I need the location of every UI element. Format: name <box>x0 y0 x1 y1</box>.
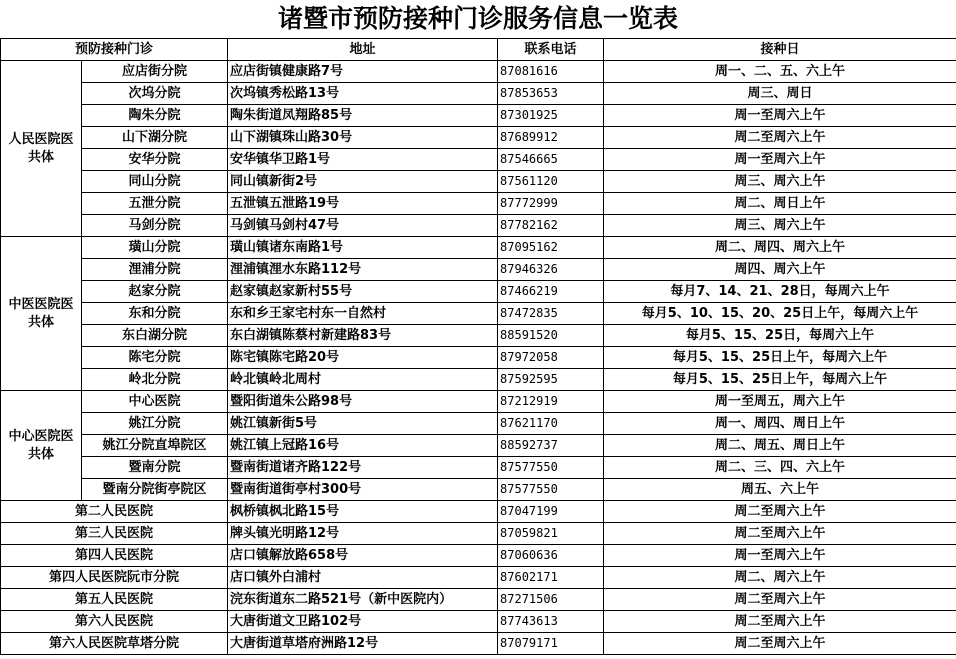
address-cell: 姚江镇新街5号 <box>228 413 498 435</box>
phone-cell: 87047199 <box>498 501 604 523</box>
address-cell: 大唐街道文卫路102号 <box>228 611 498 633</box>
days-cell: 周五、六上午 <box>604 479 956 501</box>
clinic-name-cell: 马剑分院 <box>82 215 228 237</box>
header-address: 地址 <box>228 39 498 61</box>
clinic-name-cell: 同山分院 <box>82 171 228 193</box>
address-cell: 五泄镇五泄路19号 <box>228 193 498 215</box>
table-row <box>1 61 956 83</box>
table-row <box>1 611 956 633</box>
clinic-name-cell: 中心医院 <box>82 391 228 413</box>
clinic-name-cell: 岭北分院 <box>82 369 228 391</box>
clinic-name-cell: 姚江分院 <box>82 413 228 435</box>
clinic-name-cell: 第五人民医院 <box>1 589 228 611</box>
address-cell: 安华镇华卫路1号 <box>228 149 498 171</box>
days-cell: 周一至周六上午 <box>604 149 956 171</box>
clinic-name-cell: 东白湖分院 <box>82 325 228 347</box>
clinic-name-cell: 五泄分院 <box>82 193 228 215</box>
phone-cell: 87689912 <box>498 127 604 149</box>
clinic-name-cell: 安华分院 <box>82 149 228 171</box>
phone-cell: 88592737 <box>498 435 604 457</box>
table-row <box>1 83 956 105</box>
table-row <box>1 303 956 325</box>
table-row <box>1 479 956 501</box>
days-cell: 周二、周日上午 <box>604 193 956 215</box>
days-cell: 周二、周五、周日上午 <box>604 435 956 457</box>
days-cell: 周三、周日 <box>604 83 956 105</box>
days-cell: 周一至周六上午 <box>604 545 956 567</box>
address-cell: 牌头镇光明路12号 <box>228 523 498 545</box>
days-cell: 周一至周五，周六上午 <box>604 391 956 413</box>
table-row <box>1 369 956 391</box>
table-row <box>1 105 956 127</box>
table-row <box>1 237 956 259</box>
days-cell: 周二、三、四、六上午 <box>604 457 956 479</box>
clinic-name-cell: 第四人民医院 <box>1 545 228 567</box>
clinic-name-cell: 第二人民医院 <box>1 501 228 523</box>
table-row <box>1 545 956 567</box>
address-cell: 东白湖镇陈蔡村新建路83号 <box>228 325 498 347</box>
address-cell: 山下湖镇珠山路30号 <box>228 127 498 149</box>
table-row <box>1 193 956 215</box>
phone-cell: 87472835 <box>498 303 604 325</box>
clinic-name-cell: 次坞分院 <box>82 83 228 105</box>
address-cell: 浬浦镇浬水东路112号 <box>228 259 498 281</box>
phone-cell: 87271506 <box>498 589 604 611</box>
clinic-name-cell: 陶朱分院 <box>82 105 228 127</box>
clinic-name-cell: 璜山分院 <box>82 237 228 259</box>
table-row <box>1 259 956 281</box>
days-cell: 周二至周六上午 <box>604 127 956 149</box>
table-row <box>1 325 956 347</box>
address-cell: 马剑镇马剑村47号 <box>228 215 498 237</box>
table-body <box>1 61 956 655</box>
table-row <box>1 127 956 149</box>
phone-cell: 87577550 <box>498 457 604 479</box>
days-cell: 每月7、14、21、28日，每周六上午 <box>604 281 956 303</box>
address-cell: 次坞镇秀松路13号 <box>228 83 498 105</box>
phone-cell: 87212919 <box>498 391 604 413</box>
days-cell: 周二至周六上午 <box>604 589 956 611</box>
table-row <box>1 523 956 545</box>
phone-cell: 87060636 <box>498 545 604 567</box>
table-row <box>1 347 956 369</box>
clinic-name-cell: 姚江分院直埠院区 <box>82 435 228 457</box>
table-row <box>1 281 956 303</box>
clinic-name-cell: 第四人民医院阮市分院 <box>1 567 228 589</box>
clinic-name-cell: 第三人民医院 <box>1 523 228 545</box>
phone-cell: 87621170 <box>498 413 604 435</box>
table-row <box>1 501 956 523</box>
address-cell: 枫桥镇枫北路15号 <box>228 501 498 523</box>
address-cell: 暨阳街道朱公路98号 <box>228 391 498 413</box>
header-days: 接种日 <box>604 39 956 61</box>
address-cell: 店口镇外白浦村 <box>228 567 498 589</box>
table-header-row <box>1 39 956 61</box>
days-cell: 周一至周六上午 <box>604 105 956 127</box>
days-cell: 每月5、15、25日，每周六上午 <box>604 325 956 347</box>
table-row <box>1 633 956 655</box>
table-row <box>1 149 956 171</box>
address-cell: 暨南街道诸齐路122号 <box>228 457 498 479</box>
days-cell: 周二至周六上午 <box>604 523 956 545</box>
address-cell: 陶朱街道凤翔路85号 <box>228 105 498 127</box>
address-cell: 璜山镇诸东南路1号 <box>228 237 498 259</box>
clinic-name-cell: 赵家分院 <box>82 281 228 303</box>
phone-cell: 87546665 <box>498 149 604 171</box>
phone-cell: 87561120 <box>498 171 604 193</box>
phone-cell: 87782162 <box>498 215 604 237</box>
address-cell: 岭北镇岭北周村 <box>228 369 498 391</box>
table-row <box>1 435 956 457</box>
table-row <box>1 567 956 589</box>
days-cell: 周二至周六上午 <box>604 633 956 655</box>
days-cell: 周一、二、五、六上午 <box>604 61 956 83</box>
address-cell: 大唐街道草塔府洲路12号 <box>228 633 498 655</box>
address-cell: 店口镇解放路658号 <box>228 545 498 567</box>
address-cell: 东和乡王家宅村东一自然村 <box>228 303 498 325</box>
address-cell: 同山镇新街2号 <box>228 171 498 193</box>
group-name-cell: 人民医院医共体 <box>1 61 82 237</box>
phone-cell: 87577550 <box>498 479 604 501</box>
header-phone: 联系电话 <box>498 39 604 61</box>
clinic-name-cell: 浬浦分院 <box>82 259 228 281</box>
group-name-cell: 中心医院医共体 <box>1 391 82 501</box>
clinic-name-cell: 暨南分院 <box>82 457 228 479</box>
phone-cell: 87946326 <box>498 259 604 281</box>
address-cell: 应店街镇健康路7号 <box>228 61 498 83</box>
address-cell: 陈宅镇陈宅路20号 <box>228 347 498 369</box>
phone-cell: 87095162 <box>498 237 604 259</box>
table-row <box>1 391 956 413</box>
phone-cell: 87301925 <box>498 105 604 127</box>
phone-cell: 87853653 <box>498 83 604 105</box>
phone-cell: 87592595 <box>498 369 604 391</box>
header-clinic: 预防接种门诊 <box>1 39 228 61</box>
group-name-cell: 中医医院医共体 <box>1 237 82 391</box>
clinic-name-cell: 第六人民医院 <box>1 611 228 633</box>
clinic-name-cell: 应店街分院 <box>82 61 228 83</box>
days-cell: 周三、周六上午 <box>604 171 956 193</box>
phone-cell: 87972058 <box>498 347 604 369</box>
days-cell: 每月5、15、25日上午，每周六上午 <box>604 347 956 369</box>
clinic-table <box>0 38 956 655</box>
clinic-name-cell: 暨南分院街亭院区 <box>82 479 228 501</box>
table-row <box>1 589 956 611</box>
table-row <box>1 413 956 435</box>
clinic-name-cell: 陈宅分院 <box>82 347 228 369</box>
table-row <box>1 171 956 193</box>
phone-cell: 87059821 <box>498 523 604 545</box>
phone-cell: 87743613 <box>498 611 604 633</box>
days-cell: 每月5、10、15、20、25日上午，每周六上午 <box>604 303 956 325</box>
phone-cell: 87081616 <box>498 61 604 83</box>
days-cell: 周三、周六上午 <box>604 215 956 237</box>
clinic-name-cell: 东和分院 <box>82 303 228 325</box>
phone-cell: 87772999 <box>498 193 604 215</box>
days-cell: 周二至周六上午 <box>604 611 956 633</box>
phone-cell: 88591520 <box>498 325 604 347</box>
address-cell: 暨南街道街亭村300号 <box>228 479 498 501</box>
address-cell: 姚江镇上冠路16号 <box>228 435 498 457</box>
days-cell: 每月5、15、25日上午，每周六上午 <box>604 369 956 391</box>
clinic-name-cell: 第六人民医院草塔分院 <box>1 633 228 655</box>
days-cell: 周二、周六上午 <box>604 567 956 589</box>
clinic-name-cell: 山下湖分院 <box>82 127 228 149</box>
page-title: 诸暨市预防接种门诊服务信息一览表 <box>277 4 678 33</box>
table-row <box>1 457 956 479</box>
days-cell: 周四、周六上午 <box>604 259 956 281</box>
days-cell: 周一、周四、周日上午 <box>604 413 956 435</box>
days-cell: 周二至周六上午 <box>604 501 956 523</box>
address-cell: 浣东街道东二路521号（新中医院内） <box>228 589 498 611</box>
address-cell: 赵家镇赵家新村55号 <box>228 281 498 303</box>
days-cell: 周二、周四、周六上午 <box>604 237 956 259</box>
table-row <box>1 215 956 237</box>
phone-cell: 87466219 <box>498 281 604 303</box>
phone-cell: 87079171 <box>498 633 604 655</box>
phone-cell: 87602171 <box>498 567 604 589</box>
